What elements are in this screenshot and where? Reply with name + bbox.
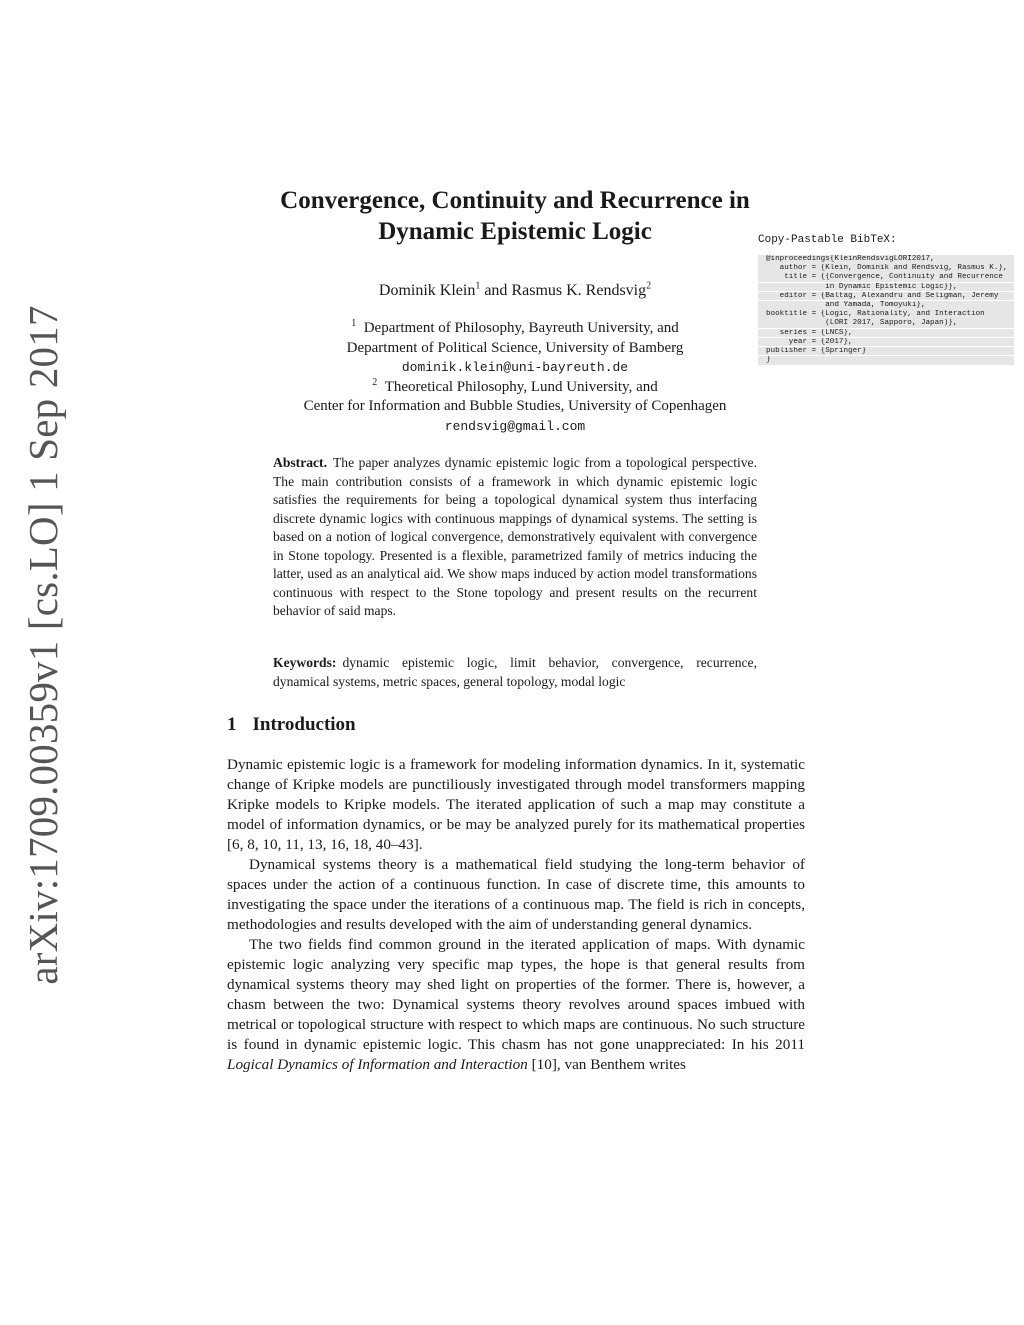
- author-list: [245, 282, 785, 300]
- paragraph: [227, 935, 805, 1075]
- bibtex-line: publisher = {Springer}: [758, 347, 1014, 356]
- affiliations-block: [245, 319, 785, 436]
- bibtex-line: @inproceedings{KleinRendsvigLORI2017,: [758, 255, 1014, 264]
- book-title: Logical Dynamics of Information and Interaction: [227, 1056, 528, 1073]
- affiliation-text: Theoretical Philosophy, Lund University, and: [384, 378, 658, 395]
- bibtex-line: }: [758, 356, 1014, 365]
- bibtex-line: in Dynamic Epistemic Logic}},: [758, 283, 1014, 292]
- section-heading: [227, 714, 356, 736]
- affiliation-line: [245, 319, 785, 339]
- affiliation-mark: 2: [372, 376, 378, 388]
- bibtex-line: and Yamada, Tomoyuki},: [758, 301, 1014, 310]
- affiliation-line: [245, 378, 785, 398]
- affiliation-line: Center for Information and Bubble Studies, University of Copenhagen: [303, 398, 727, 414]
- paragraph-text: [10], van Benthem writes: [527, 1056, 686, 1073]
- affiliation-mark: 1: [351, 318, 357, 329]
- bibtex-line: series = {LNCS},: [758, 329, 1014, 338]
- bibtex-code[interactable]: [758, 255, 1014, 365]
- author-email[interactable]: rendsvig@gmail.com: [444, 418, 586, 434]
- arxiv-identifier-text: arXiv:1709.00359v1 [cs.LO] 1 Sep 2017: [20, 305, 66, 985]
- bibtex-heading: Copy-Pastable BibTeX:: [758, 234, 897, 246]
- section-title: Introduction: [252, 714, 356, 735]
- author-name: Rasmus K. Rendsvig: [511, 282, 647, 299]
- title-line-2: Dynamic Epistemic Logic: [378, 218, 652, 245]
- author-name: Dominik Klein: [378, 282, 476, 299]
- keywords: [273, 654, 757, 691]
- keywords-label: Keywords:: [273, 655, 337, 670]
- affiliation-line: Department of Political Science, University of Bamberg: [346, 339, 684, 356]
- bibtex-line: booktitle = {Logic, Rationality, and Interaction: [758, 310, 1014, 319]
- affiliation-text: Department of Philosophy, Bayreuth University, and: [363, 320, 679, 336]
- abstract: [273, 454, 757, 621]
- affiliation-mark: 1: [475, 280, 481, 292]
- paper-title: [245, 185, 785, 247]
- bibtex-line: editor = {Baltag, Alexandru and Seligman, Jeremy: [758, 292, 1014, 301]
- bibtex-line: title = {{Convergence, Continuity and Recurrence: [758, 273, 1014, 282]
- paragraph: Dynamic epistemic logic is a framework for modeling information dynamics. In it, systematic change of Kripke models are punctiliously investigated through model transformers mapping Kripke models to Kripke models. The iterated application of such a map may constitute a model of information dynamics, or be may be analyzed purely for its mathematical properties [6, 8, 10, 11, 13, 16, 18, 40–43].: [227, 756, 805, 853]
- paragraph: Dynamical systems theory is a mathematical field studying the long-term behavior of spaces under the action of a continuous function. In case of discrete time, this amounts to investigating the space under the iterations of a continuous map. The field is rich in concepts, methodologies and results developed with the aim of understanding general dynamics.: [227, 856, 805, 933]
- author-email[interactable]: dominik.klein@uni-bayreuth.de: [401, 360, 629, 375]
- bibtex-line: year = {2017},: [758, 338, 1014, 347]
- author-conjunction: and: [480, 282, 512, 299]
- bibtex-line: (LORI 2017, Sapporo, Japan)},: [758, 319, 1014, 328]
- title-line-1: Convergence, Continuity and Recurrence in: [280, 187, 750, 214]
- body-text: [227, 755, 805, 1075]
- abstract-text: The paper analyzes dynamic epistemic logic from a topological perspective. The main contribution consists of a framework in which dynamic epistemic logic satisfies the requirements for being a topological dynamical system thus interfacing discrete dynamic logics with continuous mappings of dynamical systems. The setting is based on a notion of logical convergence, demonstratively equivalent with convergence in Stone topology. Presented is a flexible, parametrized family of metrics inducing the latter, used as an analytical aid. We show maps induced by action model transformations continuous with respect to the Stone topology and present results on the recurrent behavior of said maps.: [273, 455, 757, 618]
- keywords-text: dynamic epistemic logic, limit behavior, convergence, recurrence, dynamical systems, metric spaces, general topology, modal logic: [273, 655, 757, 689]
- paragraph-text: The two fields find common ground in the iterated application of maps. With dynamic epistemic logic analyzing very specific map types, the hope is that general results from dynamical systems theory may shed light on properties of the former. There is, however, a chasm between the two: Dynamical systems theory revolves around spaces imbued with metrical or topological structure with respect to which maps are continuous. No such structure is found in dynamic epistemic logic. This chasm has not gone unappreciated: In his 2011: [227, 936, 805, 1053]
- section-number: 1: [227, 714, 237, 735]
- abstract-label: Abstract.: [273, 455, 327, 470]
- arxiv-identifier-stamp: [8, 305, 78, 985]
- bibtex-line: author = {Klein, Dominik and Rendsvig, Rasmus K.},: [758, 264, 1014, 273]
- bibtex-box: [758, 234, 1014, 365]
- affiliation-mark: 2: [646, 280, 652, 292]
